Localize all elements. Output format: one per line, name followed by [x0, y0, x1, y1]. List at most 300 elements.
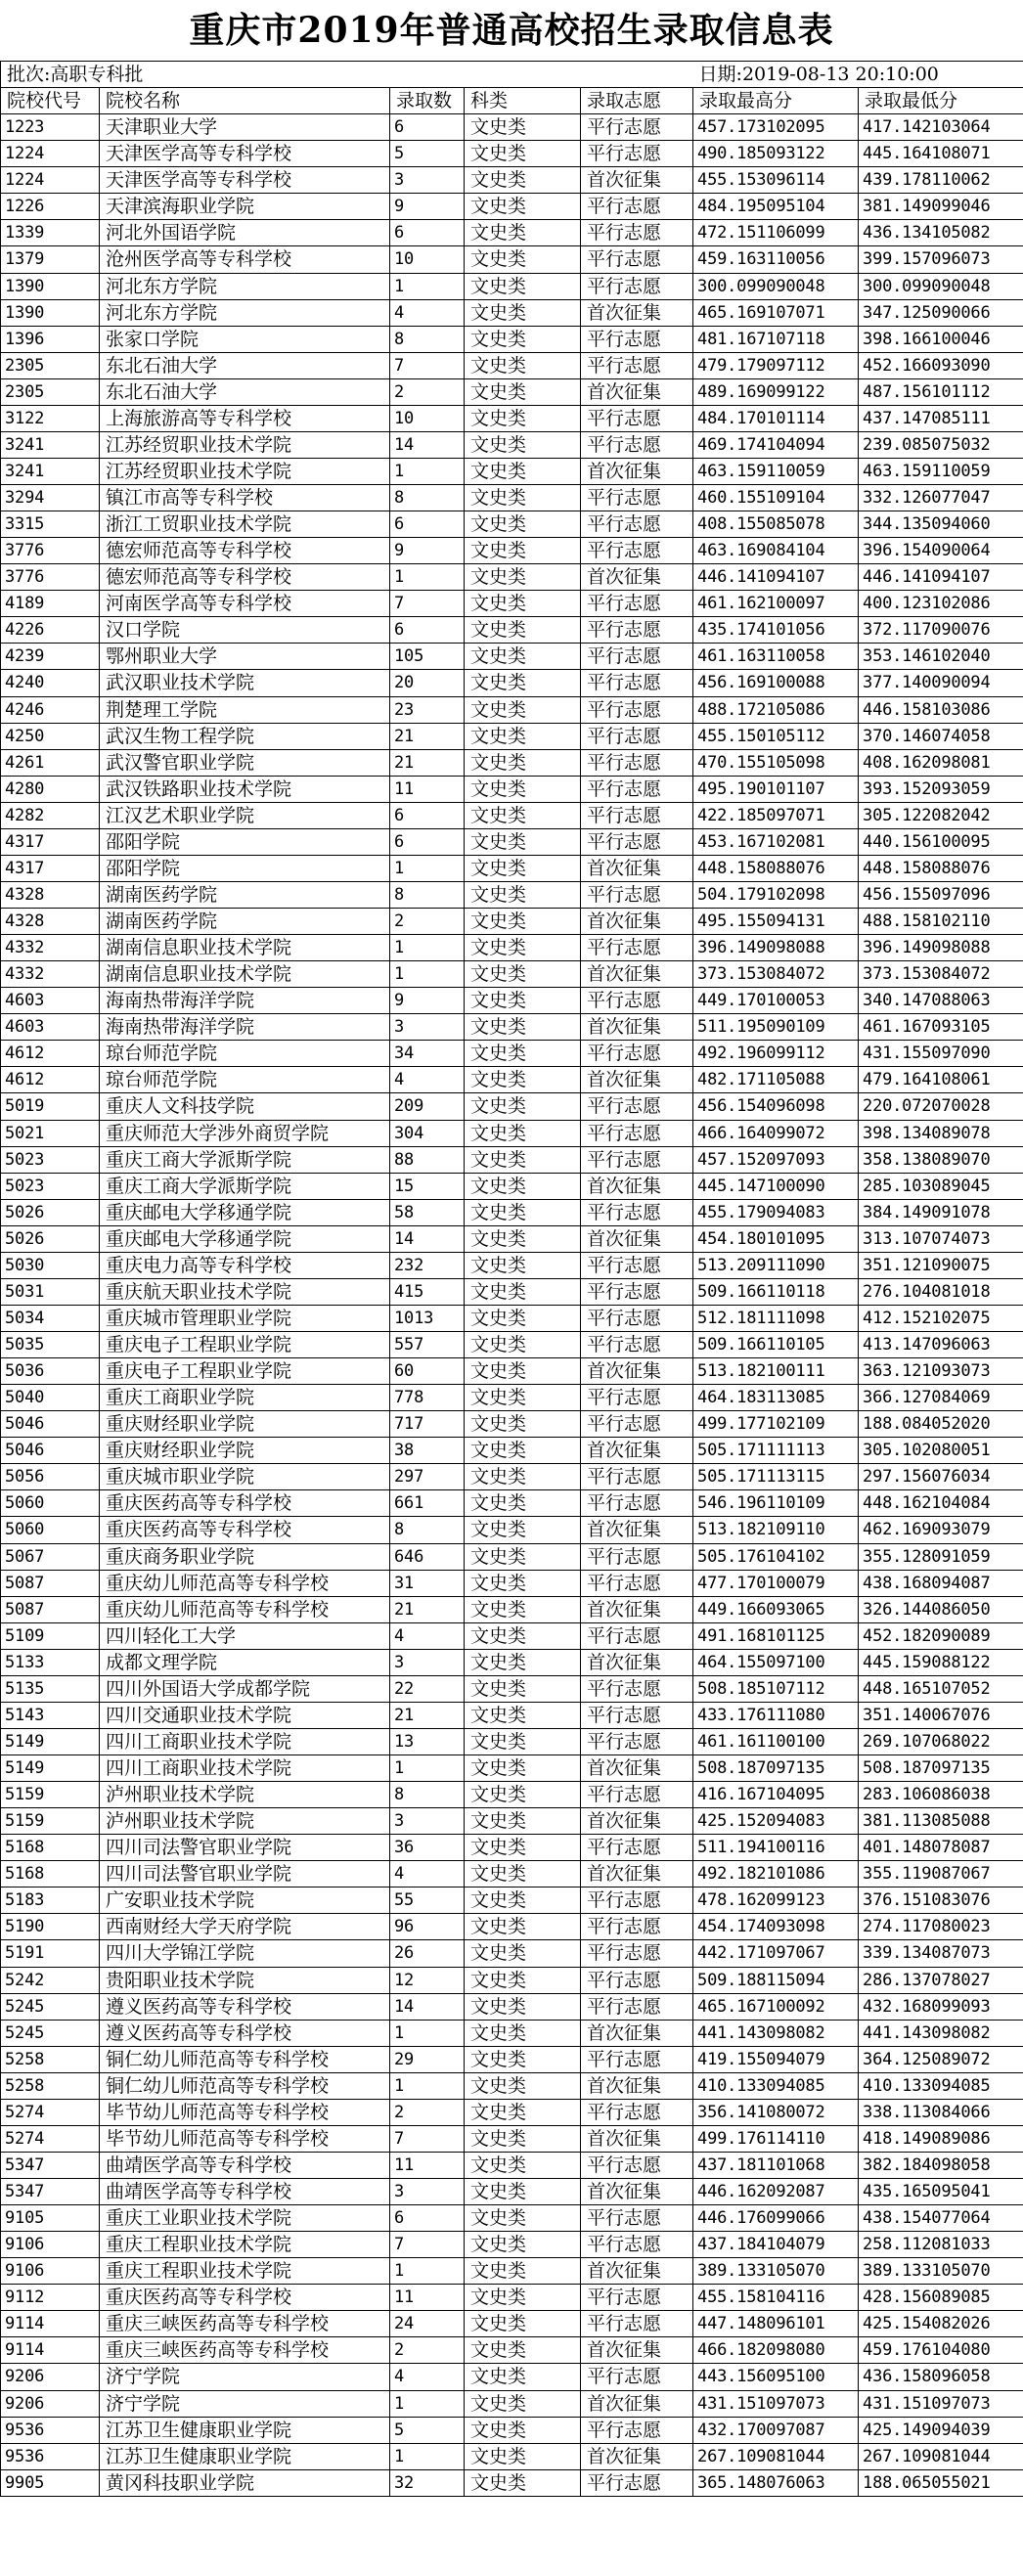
min-score-cell: 188.065055021 — [859, 2469, 1023, 2496]
admitted-count-cell: 22 — [390, 1675, 465, 1702]
table-row — [1, 961, 1023, 988]
subject-category-cell: 文史类 — [465, 1014, 581, 1041]
admitted-count-cell: 21 — [390, 723, 465, 749]
school-name-cell: 四川工商职业技术学院 — [100, 1728, 390, 1754]
admitted-count-cell: 1 — [390, 273, 465, 299]
subject-category-cell: 文史类 — [465, 1861, 581, 1888]
min-score-cell: 363.121093073 — [859, 1358, 1023, 1385]
school-code-cell: 3241 — [1, 458, 100, 484]
max-score-cell: 479.179097112 — [693, 352, 859, 378]
max-score-cell: 437.181101068 — [693, 2152, 859, 2178]
school-code-cell: 9106 — [1, 2258, 100, 2285]
admission-round-cell: 平行志愿 — [581, 1835, 693, 1861]
school-name-cell: 重庆城市职业学院 — [100, 1464, 390, 1490]
school-code-cell: 4226 — [1, 617, 100, 644]
admission-round-cell: 平行志愿 — [581, 1278, 693, 1305]
min-score-cell: 370.146074058 — [859, 723, 1023, 749]
school-name-cell: 重庆工商大学派斯学院 — [100, 1173, 390, 1199]
school-name-cell: 四川司法警官职业学院 — [100, 1835, 390, 1861]
admitted-count-cell: 9 — [390, 988, 465, 1014]
admitted-count-cell: 1 — [390, 2258, 465, 2285]
admission-round-cell: 平行志愿 — [581, 1675, 693, 1702]
table-row — [1, 1146, 1023, 1173]
min-score-cell: 412.152102075 — [859, 1305, 1023, 1331]
admitted-count-cell: 20 — [390, 670, 465, 696]
max-score-cell: 416.167104095 — [693, 1782, 859, 1808]
subject-category-cell: 文史类 — [465, 1411, 581, 1438]
max-score-cell: 267.109081044 — [693, 2443, 859, 2469]
min-score-cell: 437.147085111 — [859, 405, 1023, 431]
school-code-cell: 1390 — [1, 299, 100, 326]
school-name-cell: 重庆财经职业学院 — [100, 1411, 390, 1438]
min-score-cell: 351.140067076 — [859, 1702, 1023, 1728]
max-score-cell: 461.161100100 — [693, 1728, 859, 1754]
table-row — [1, 1438, 1023, 1464]
subject-category-cell: 文史类 — [465, 2469, 581, 2496]
table-row — [1, 909, 1023, 935]
min-score-cell: 339.134087073 — [859, 1940, 1023, 1967]
admitted-count-cell: 4 — [390, 1861, 465, 1888]
date-label: 日期:2019-08-13 20:10:00 — [693, 62, 1023, 88]
admitted-count-cell: 13 — [390, 1728, 465, 1754]
table-row — [1, 167, 1023, 194]
max-score-cell: 446.176099066 — [693, 2205, 859, 2232]
school-code-cell: 4332 — [1, 961, 100, 988]
admitted-count-cell: 8 — [390, 326, 465, 352]
admitted-count-cell: 55 — [390, 1888, 465, 1914]
min-score-cell: 344.135094060 — [859, 511, 1023, 538]
table-row — [1, 1385, 1023, 1411]
subject-category-cell: 文史类 — [465, 1967, 581, 1993]
subject-category-cell: 文史类 — [465, 1649, 581, 1675]
admitted-count-cell: 6 — [390, 511, 465, 538]
table-row — [1, 1173, 1023, 1199]
subject-category-cell: 文史类 — [465, 1252, 581, 1278]
school-code-cell: 5109 — [1, 1622, 100, 1649]
max-score-cell: 499.176114110 — [693, 2125, 859, 2152]
school-name-cell: 鄂州职业大学 — [100, 644, 390, 670]
table-row — [1, 1490, 1023, 1517]
min-score-cell: 267.109081044 — [859, 2443, 1023, 2469]
min-score-cell: 448.158088076 — [859, 855, 1023, 881]
max-score-cell: 499.177102109 — [693, 1411, 859, 1438]
min-score-cell: 396.149098088 — [859, 935, 1023, 961]
min-score-cell: 445.159088122 — [859, 1649, 1023, 1675]
school-code-cell: 5347 — [1, 2179, 100, 2205]
header-row — [1, 88, 1023, 114]
admitted-count-cell: 557 — [390, 1332, 465, 1358]
admitted-count-cell: 7 — [390, 2232, 465, 2258]
min-score-cell: 425.154082026 — [859, 2311, 1023, 2337]
subject-category-cell: 文史类 — [465, 1332, 581, 1358]
school-code-cell: 5026 — [1, 1225, 100, 1252]
admission-round-cell: 首次征集 — [581, 167, 693, 194]
table-row — [1, 511, 1023, 538]
school-code-cell: 5046 — [1, 1438, 100, 1464]
school-name-cell: 琼台师范学院 — [100, 1067, 390, 1093]
school-name-cell: 遵义医药高等专科学校 — [100, 1993, 390, 2020]
subject-category-cell: 文史类 — [465, 591, 581, 617]
school-code-cell: 4603 — [1, 1014, 100, 1041]
admitted-count-cell: 1013 — [390, 1305, 465, 1331]
max-score-cell: 492.196099112 — [693, 1041, 859, 1067]
school-name-cell: 海南热带海洋学院 — [100, 1014, 390, 1041]
school-code-cell: 4250 — [1, 723, 100, 749]
school-code-cell: 1226 — [1, 194, 100, 220]
max-score-cell: 508.187097135 — [693, 1755, 859, 1782]
max-score-cell: 509.166110105 — [693, 1332, 859, 1358]
school-code-cell: 5258 — [1, 2046, 100, 2072]
admission-round-cell: 平行志愿 — [581, 776, 693, 802]
school-name-cell: 重庆幼儿师范高等专科学校 — [100, 1570, 390, 1596]
school-code-cell: 5143 — [1, 1702, 100, 1728]
max-score-cell: 433.176111080 — [693, 1702, 859, 1728]
subject-category-cell: 文史类 — [465, 2179, 581, 2205]
admission-round-cell: 平行志愿 — [581, 935, 693, 961]
school-code-cell: 5046 — [1, 1411, 100, 1438]
min-score-cell: 438.168094087 — [859, 1570, 1023, 1596]
school-name-cell: 东北石油大学 — [100, 378, 390, 405]
school-name-cell: 重庆商务职业学院 — [100, 1543, 390, 1570]
max-score-cell: 463.169084104 — [693, 538, 859, 564]
admitted-count-cell: 6 — [390, 802, 465, 828]
max-score-cell: 396.149098088 — [693, 935, 859, 961]
table-row — [1, 220, 1023, 246]
min-score-cell: 389.133105070 — [859, 2258, 1023, 2285]
max-score-cell: 373.153084072 — [693, 961, 859, 988]
school-code-cell: 5021 — [1, 1120, 100, 1146]
subject-category-cell: 文史类 — [465, 1093, 581, 1120]
school-name-cell: 海南热带海洋学院 — [100, 988, 390, 1014]
admitted-count-cell: 4 — [390, 299, 465, 326]
school-code-cell: 5168 — [1, 1835, 100, 1861]
admission-round-cell: 平行志愿 — [581, 1914, 693, 1940]
max-score-cell: 437.184104079 — [693, 2232, 859, 2258]
admission-round-cell: 平行志愿 — [581, 1332, 693, 1358]
table-row — [1, 1225, 1023, 1252]
admission-round-cell: 首次征集 — [581, 1596, 693, 1622]
admission-round-cell: 平行志愿 — [581, 2364, 693, 2390]
admission-round-cell: 平行志愿 — [581, 2232, 693, 2258]
subject-category-cell: 文史类 — [465, 2046, 581, 2072]
admitted-count-cell: 60 — [390, 1358, 465, 1385]
min-score-cell: 188.084052020 — [859, 1411, 1023, 1438]
admitted-count-cell: 3 — [390, 1808, 465, 1835]
admission-round-cell: 平行志愿 — [581, 1464, 693, 1490]
school-name-cell: 重庆师范大学涉外商贸学院 — [100, 1120, 390, 1146]
admitted-count-cell: 1 — [390, 1755, 465, 1782]
subject-category-cell: 文史类 — [465, 2232, 581, 2258]
max-score-cell: 484.170101114 — [693, 405, 859, 431]
school-name-cell: 四川轻化工大学 — [100, 1622, 390, 1649]
admitted-count-cell: 415 — [390, 1278, 465, 1305]
max-score-cell: 456.169100088 — [693, 670, 859, 696]
subject-category-cell: 文史类 — [465, 1305, 581, 1331]
subject-category-cell: 文史类 — [465, 1835, 581, 1861]
admission-round-cell: 首次征集 — [581, 1225, 693, 1252]
school-name-cell: 湖南信息职业技术学院 — [100, 961, 390, 988]
school-code-cell: 4328 — [1, 909, 100, 935]
school-code-cell: 4612 — [1, 1067, 100, 1093]
header-cell: 科类 — [465, 88, 581, 114]
min-score-cell: 462.169093079 — [859, 1517, 1023, 1543]
min-score-cell: 286.137078027 — [859, 1967, 1023, 1993]
school-name-cell: 重庆航天职业技术学院 — [100, 1278, 390, 1305]
admission-round-cell: 首次征集 — [581, 2179, 693, 2205]
school-code-cell: 1379 — [1, 246, 100, 273]
min-score-cell: 452.182090089 — [859, 1622, 1023, 1649]
admitted-count-cell: 304 — [390, 1120, 465, 1146]
school-code-cell: 5347 — [1, 2152, 100, 2178]
school-name-cell: 江苏经贸职业技术学院 — [100, 431, 390, 458]
min-score-cell: 381.149099046 — [859, 194, 1023, 220]
subject-category-cell: 文史类 — [465, 1067, 581, 1093]
admission-round-cell: 平行志愿 — [581, 273, 693, 299]
subject-category-cell: 文史类 — [465, 1993, 581, 2020]
min-score-cell: 326.144086050 — [859, 1596, 1023, 1622]
school-name-cell: 成都文理学院 — [100, 1649, 390, 1675]
admission-round-cell: 平行志愿 — [581, 2152, 693, 2178]
subject-category-cell: 文史类 — [465, 564, 581, 591]
min-score-cell: 418.149089086 — [859, 2125, 1023, 2152]
table-row — [1, 1305, 1023, 1331]
max-score-cell: 422.185097071 — [693, 802, 859, 828]
admitted-count-cell: 21 — [390, 1702, 465, 1728]
admission-round-cell: 平行志愿 — [581, 1570, 693, 1596]
max-score-cell: 505.171111113 — [693, 1438, 859, 1464]
max-score-cell: 410.133094085 — [693, 2072, 859, 2099]
admission-round-cell: 平行志愿 — [581, 1967, 693, 1993]
school-name-cell: 荆楚理工学院 — [100, 696, 390, 723]
table-row — [1, 855, 1023, 881]
admitted-count-cell: 26 — [390, 1940, 465, 1967]
max-score-cell: 513.182100111 — [693, 1358, 859, 1385]
min-score-cell: 285.103089045 — [859, 1173, 1023, 1199]
school-code-cell: 4282 — [1, 802, 100, 828]
admitted-count-cell: 2 — [390, 378, 465, 405]
header-cell: 录取数 — [390, 88, 465, 114]
min-score-cell: 384.149091078 — [859, 1199, 1023, 1225]
admission-round-cell: 首次征集 — [581, 909, 693, 935]
subject-category-cell: 文史类 — [465, 802, 581, 828]
admitted-count-cell: 36 — [390, 1835, 465, 1861]
admission-round-cell: 首次征集 — [581, 855, 693, 881]
subject-category-cell: 文史类 — [465, 1464, 581, 1490]
subject-category-cell: 文史类 — [465, 2443, 581, 2469]
admission-round-cell: 平行志愿 — [581, 881, 693, 908]
school-code-cell: 5135 — [1, 1675, 100, 1702]
admitted-count-cell: 2 — [390, 2099, 465, 2125]
min-score-cell: 448.162104084 — [859, 1490, 1023, 1517]
admission-round-cell: 首次征集 — [581, 1438, 693, 1464]
admitted-count-cell: 31 — [390, 1570, 465, 1596]
school-name-cell: 镇江市高等专科学校 — [100, 485, 390, 511]
max-score-cell: 449.170100053 — [693, 988, 859, 1014]
min-score-cell: 401.148078087 — [859, 1835, 1023, 1861]
admitted-count-cell: 11 — [390, 2285, 465, 2311]
admission-round-cell: 首次征集 — [581, 2337, 693, 2364]
min-score-cell: 393.152093059 — [859, 776, 1023, 802]
min-score-cell: 431.151097073 — [859, 2390, 1023, 2417]
school-code-cell: 5149 — [1, 1755, 100, 1782]
admitted-count-cell: 646 — [390, 1543, 465, 1570]
max-score-cell: 489.169099122 — [693, 378, 859, 405]
school-name-cell: 曲靖医学高等专科学校 — [100, 2179, 390, 2205]
school-name-cell: 西南财经大学天府学院 — [100, 1914, 390, 1940]
subject-category-cell: 文史类 — [465, 1940, 581, 1967]
subject-category-cell: 文史类 — [465, 246, 581, 273]
admitted-count-cell: 14 — [390, 1225, 465, 1252]
table-row — [1, 273, 1023, 299]
subject-category-cell: 文史类 — [465, 909, 581, 935]
school-name-cell: 重庆电力高等专科学校 — [100, 1252, 390, 1278]
min-score-cell: 413.147096063 — [859, 1332, 1023, 1358]
table-row — [1, 1967, 1023, 1993]
admission-round-cell: 首次征集 — [581, 2258, 693, 2285]
table-row — [1, 2285, 1023, 2311]
school-code-cell: 5245 — [1, 2020, 100, 2046]
school-name-cell: 毕节幼儿师范高等专科学校 — [100, 2125, 390, 2152]
school-name-cell: 湖南医药学院 — [100, 909, 390, 935]
admitted-count-cell: 10 — [390, 246, 465, 273]
table-row — [1, 299, 1023, 326]
subject-category-cell: 文史类 — [465, 696, 581, 723]
max-score-cell: 365.148076063 — [693, 2469, 859, 2496]
subject-category-cell: 文史类 — [465, 1888, 581, 1914]
school-name-cell: 遵义医药高等专科学校 — [100, 2020, 390, 2046]
max-score-cell: 464.183113085 — [693, 1385, 859, 1411]
min-score-cell: 461.167093105 — [859, 1014, 1023, 1041]
school-name-cell: 河北外国语学院 — [100, 220, 390, 246]
subject-category-cell: 文史类 — [465, 1225, 581, 1252]
admitted-count-cell: 11 — [390, 2152, 465, 2178]
subject-category-cell: 文史类 — [465, 881, 581, 908]
school-code-cell: 5190 — [1, 1914, 100, 1940]
min-score-cell: 372.117090076 — [859, 617, 1023, 644]
admitted-count-cell: 6 — [390, 617, 465, 644]
min-score-cell: 276.104081018 — [859, 1278, 1023, 1305]
table-row — [1, 2232, 1023, 2258]
admission-round-cell: 平行志愿 — [581, 696, 693, 723]
admitted-count-cell: 1 — [390, 2072, 465, 2099]
table-row — [1, 485, 1023, 511]
school-name-cell: 琼台师范学院 — [100, 1041, 390, 1067]
max-score-cell: 356.141080072 — [693, 2099, 859, 2125]
table-row — [1, 326, 1023, 352]
admission-round-cell: 平行志愿 — [581, 431, 693, 458]
school-name-cell: 四川外国语大学成都学院 — [100, 1675, 390, 1702]
school-code-cell: 5133 — [1, 1649, 100, 1675]
min-score-cell: 377.140090094 — [859, 670, 1023, 696]
admission-round-cell: 平行志愿 — [581, 1041, 693, 1067]
admission-round-cell: 平行志愿 — [581, 749, 693, 776]
school-name-cell: 重庆工商职业学院 — [100, 1385, 390, 1411]
admission-round-cell: 首次征集 — [581, 2072, 693, 2099]
admission-round-cell: 平行志愿 — [581, 1702, 693, 1728]
school-name-cell: 重庆三峡医药高等专科学校 — [100, 2337, 390, 2364]
subject-category-cell: 文史类 — [465, 670, 581, 696]
admission-round-cell: 平行志愿 — [581, 194, 693, 220]
school-code-cell: 5149 — [1, 1728, 100, 1754]
school-code-cell: 5060 — [1, 1517, 100, 1543]
min-score-cell: 338.113084066 — [859, 2099, 1023, 2125]
header-cell: 录取志愿 — [581, 88, 693, 114]
admitted-count-cell: 24 — [390, 2311, 465, 2337]
max-score-cell: 431.151097073 — [693, 2390, 859, 2417]
admission-round-cell: 平行志愿 — [581, 485, 693, 511]
subject-category-cell: 文史类 — [465, 1385, 581, 1411]
school-name-cell: 德宏师范高等专科学校 — [100, 538, 390, 564]
admitted-count-cell: 4 — [390, 1067, 465, 1093]
school-code-cell: 3776 — [1, 538, 100, 564]
min-score-cell: 373.153084072 — [859, 961, 1023, 988]
subject-category-cell: 文史类 — [465, 2258, 581, 2285]
table-row — [1, 2337, 1023, 2364]
school-name-cell: 济宁学院 — [100, 2364, 390, 2390]
table-row — [1, 1252, 1023, 1278]
school-name-cell: 浙江工贸职业技术学院 — [100, 511, 390, 538]
table-row — [1, 1596, 1023, 1622]
admitted-count-cell: 2 — [390, 2337, 465, 2364]
table-row — [1, 2258, 1023, 2285]
school-code-cell: 4280 — [1, 776, 100, 802]
min-score-cell: 340.147088063 — [859, 988, 1023, 1014]
admitted-count-cell: 7 — [390, 2125, 465, 2152]
subject-category-cell: 文史类 — [465, 1120, 581, 1146]
school-name-cell: 东北石油大学 — [100, 352, 390, 378]
school-name-cell: 广安职业技术学院 — [100, 1888, 390, 1914]
admission-round-cell: 平行志愿 — [581, 988, 693, 1014]
table-row — [1, 1358, 1023, 1385]
header-cell: 院校代号 — [1, 88, 100, 114]
admitted-count-cell: 3 — [390, 1014, 465, 1041]
admission-round-cell: 平行志愿 — [581, 2099, 693, 2125]
subject-category-cell: 文史类 — [465, 299, 581, 326]
max-score-cell: 464.155097100 — [693, 1649, 859, 1675]
school-code-cell: 4603 — [1, 988, 100, 1014]
admission-round-cell: 首次征集 — [581, 2390, 693, 2417]
school-name-cell: 重庆医药高等专科学校 — [100, 1517, 390, 1543]
subject-category-cell: 文史类 — [465, 405, 581, 431]
school-code-cell: 5056 — [1, 1464, 100, 1490]
min-score-cell: 364.125089072 — [859, 2046, 1023, 2072]
school-code-cell: 4189 — [1, 591, 100, 617]
min-score-cell: 220.072070028 — [859, 1093, 1023, 1120]
max-score-cell: 445.147100090 — [693, 1173, 859, 1199]
max-score-cell: 512.181111098 — [693, 1305, 859, 1331]
table-row — [1, 458, 1023, 484]
table-row — [1, 1835, 1023, 1861]
admission-round-cell: 首次征集 — [581, 1861, 693, 1888]
admitted-count-cell: 21 — [390, 749, 465, 776]
max-score-cell: 469.174104094 — [693, 431, 859, 458]
admission-round-cell: 平行志愿 — [581, 1146, 693, 1173]
subject-category-cell: 文史类 — [465, 1914, 581, 1940]
max-score-cell: 449.166093065 — [693, 1596, 859, 1622]
school-name-cell: 德宏师范高等专科学校 — [100, 564, 390, 591]
table-row — [1, 1543, 1023, 1570]
school-code-cell: 5040 — [1, 1385, 100, 1411]
admission-round-cell: 平行志愿 — [581, 1622, 693, 1649]
table-row — [1, 1570, 1023, 1596]
table-row — [1, 1993, 1023, 2020]
admission-round-cell: 平行志愿 — [581, 2417, 693, 2443]
table-row — [1, 617, 1023, 644]
subject-category-cell: 文史类 — [465, 1358, 581, 1385]
max-score-cell: 460.155109104 — [693, 485, 859, 511]
admission-round-cell: 平行志愿 — [581, 2285, 693, 2311]
table-row — [1, 2417, 1023, 2443]
